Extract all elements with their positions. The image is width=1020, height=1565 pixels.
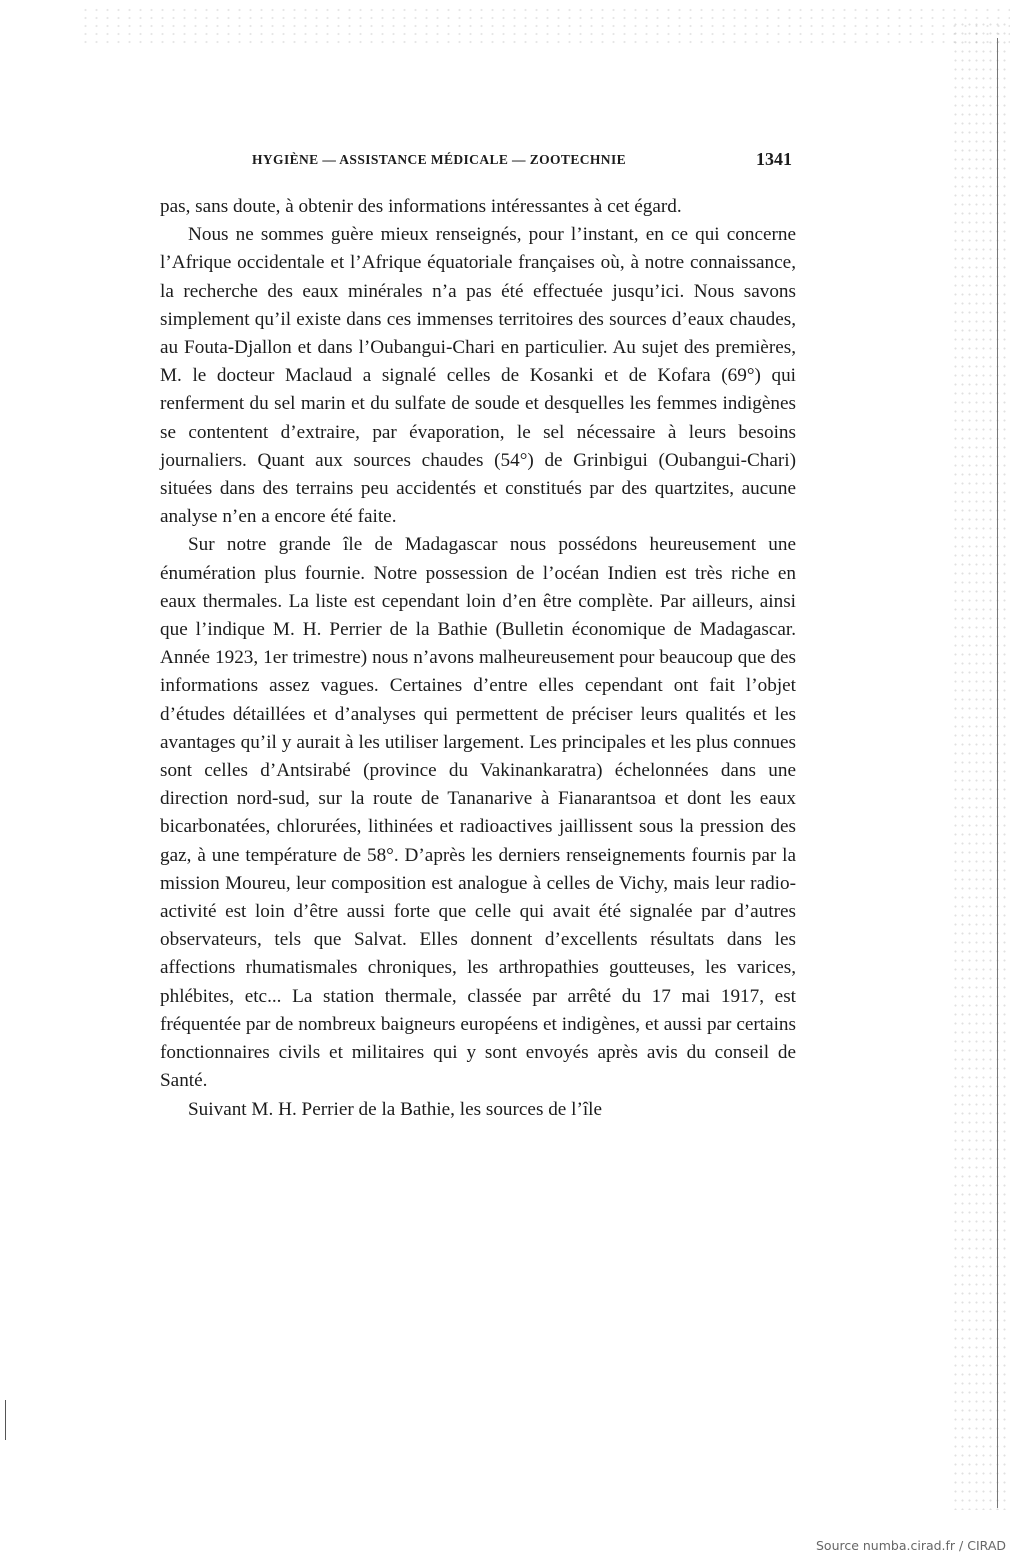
source-credit: Source numba.cirad.fr / CIRAD	[815, 1538, 1006, 1553]
scan-edge-line	[997, 38, 998, 1508]
scan-noise-top	[80, 6, 1010, 46]
paragraph-4: Suivant M. H. Perrier de la Bathie, les sources de l’île	[188, 1098, 603, 1120]
header-title: HYGIÈNE — ASSISTANCE MÉDICALE — ZOOTECHNIE	[252, 152, 627, 167]
paragraph-2: Nous ne sommes guère mieux renseignés, pour l’instant, en ce qui concerne l’Afrique occidentale et l’Afrique équatoriale françaises où, à notre connaissance, la recherche des eaux minérales n’a pas été effectuée jusqu’ici. Nous savons simplement qu’il existe dans ces immenses territoires des sources d’eaux chaudes, au Fouta-Djallon et dans l’Oubangui-Chari en particulier. Au sujet des premières, M. le docteur Maclaud a signalé celles de Kosanki et de Kofara (69°) qui renferment du sel marin et du sulfate de soude et desquelles les femmes indigènes se contentent d’extraire, par évaporation, le sel nécessaire à leurs besoins journaliers. Quant aux sources chaudes (54°) de Grinbigui (Oubangui-Chari) situées dans des terrains peu accidentés et constitués par des quartzites, aucune analyse n’en a encore été faite.	[160, 224, 796, 528]
body-text	[160, 193, 796, 1124]
page-number: 1341	[756, 149, 792, 169]
paragraph-3: Sur notre grande île de Madagascar nous possédons heureusement une énumération plus fournie. Notre possession de l’océan Indien est très riche en eaux thermales. La liste est cependant loin d’en être complète. Par ailleurs, ainsi que l’indique M. H. Perrier de la Bathie (Bulletin économique de Madagascar. Année 1923, 1er trimestre) nous n’avons malheureusement pour beaucoup que des informations assez vagues. Certaines d’entre elles cependant ont fait l’objet d’études détaillées et d’analyses qui permettent de préciser leurs qualités et les avantages qu’il y aurait à les utiliser largement. Les principales et les plus connues sont celles d’Antsirabé (province du Vakinankaratra) échelonnées dans une direction nord-sud, sur la route de Tananarive à Fianarantsoa et dont les eaux bicarbonatées, chlorurées, lithinées et radioactives jaillissent sous la pression des gaz, à une température de 58°. D’après les derniers renseignements fournis par la mission Moureu, leur composition est analogue à celles de Vichy, mais leur radio-activité est loin d’être aussi forte que celle qui avait été signalée par d’autres observateurs, tels que Salvat. Elles donnent d’excellents résultats dans les affections rhumatismales chroniques, les arthropathies goutteuses, les varices, phlébites, etc... La station thermale, classée par arrêté du 17 mai 1917, est fréquentée par de nombreux baigneurs européens et indigènes, et aussi par certains fonctionnaires civils et militaires qui y sont envoyés après avis du conseil de Santé.	[160, 534, 796, 1092]
scan-edge-shadow	[952, 20, 1010, 1510]
running-header	[252, 149, 792, 174]
paragraph-1: pas, sans doute, à obtenir des informations intéressantes à cet égard.	[160, 196, 682, 217]
scan-left-mark	[5, 1400, 6, 1440]
